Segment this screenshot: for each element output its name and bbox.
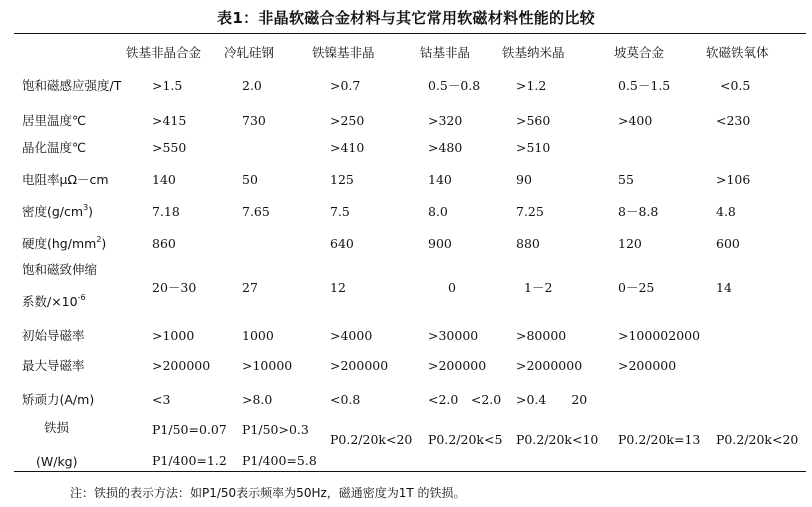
table-cell: >400 xyxy=(618,113,653,128)
table-cell: 2.0 xyxy=(242,78,262,93)
table-cell: >2000000 xyxy=(516,358,583,373)
table-cell: 7.25 xyxy=(516,204,544,219)
table-cell: 600 xyxy=(716,236,740,251)
row-label: 密度$(g/cm^3)$ xyxy=(22,203,94,219)
table-cell: P0.2/20k<20 xyxy=(330,432,413,447)
table-cell: 20－30 xyxy=(152,280,197,295)
table-cell: P1/50=0.07 xyxy=(152,422,227,437)
row-label: 最大导磁率 xyxy=(22,358,85,373)
table-title: 表1：非晶软磁合金材料与其它常用软磁材料性能的比较 xyxy=(217,9,595,27)
row-label: 晶化温度℃ xyxy=(22,140,87,155)
table-cell: 50 xyxy=(242,172,258,187)
table-cell: >1.5 xyxy=(152,78,183,93)
table-cell: 640 xyxy=(330,236,354,251)
table-cell: P1/50>0.3 xyxy=(242,422,309,437)
table-cell: 27 xyxy=(242,280,258,295)
row-label: 铁损 xyxy=(44,420,70,435)
table-cell: 1－2 xyxy=(524,280,553,295)
table-cell: 140 xyxy=(428,172,452,187)
column-header: 软磁铁氧体 xyxy=(706,45,769,60)
table-cell: 140 xyxy=(152,172,176,187)
table-cell: P0.2/20k<10 xyxy=(516,432,599,447)
table-cell: 900 xyxy=(428,236,452,251)
table-cell: 14 xyxy=(716,280,732,295)
row-label: 硬度$(hg/mm^2)$ xyxy=(22,235,107,251)
row-label: 初始导磁率 xyxy=(22,328,85,343)
column-header: 钴基非晶 xyxy=(420,45,471,60)
table-cell: 12 xyxy=(330,280,346,295)
top-rule xyxy=(14,33,806,34)
row-label: 居里温度℃ xyxy=(22,113,87,128)
table-cell: <0.8 xyxy=(330,392,361,407)
table-cell: 860 xyxy=(152,236,176,251)
table-cell: >410 xyxy=(330,140,365,155)
table-cell: >550 xyxy=(152,140,187,155)
table-cell: 4.8 xyxy=(716,204,736,219)
table-cell: >510 xyxy=(516,140,551,155)
column-header: 铁镍基非晶 xyxy=(312,45,375,60)
table-cell: 0.5－0.8 xyxy=(428,78,481,93)
row-label: 饱和磁感应强度/T xyxy=(22,78,122,93)
table-cell: >8.0 xyxy=(242,392,273,407)
table-cell: <2.0 <2.0 xyxy=(428,392,502,407)
column-header: 铁基非晶合金 xyxy=(126,45,202,60)
table-cell: >320 xyxy=(428,113,463,128)
table-cell: 7.65 xyxy=(242,204,270,219)
table-cell: <230 xyxy=(716,113,751,128)
table-cell: >0.4 20 xyxy=(516,392,588,407)
table-cell: <0.5 xyxy=(720,78,751,93)
table-cell: 7.5 xyxy=(330,204,350,219)
row-label: 矫顽力(A/m) xyxy=(22,392,95,407)
column-header: 冷轧硅钢 xyxy=(224,45,275,60)
table-cell: P0.2/20k=13 xyxy=(618,432,701,447)
table-cell: 90 xyxy=(516,172,532,187)
table-cell: >480 xyxy=(428,140,463,155)
column-header: 坡莫合金 xyxy=(614,45,665,60)
footnote: 注：铁损的表示方法：如P1/50表示频率为50Hz，磁通密度为1T 的铁损。 xyxy=(70,486,466,500)
table-cell: P1/400=5.8 xyxy=(242,453,317,468)
table-cell: P0.2/20k<5 xyxy=(428,432,503,447)
table-cell: 0－25 xyxy=(618,280,655,295)
table-cell: 120 xyxy=(618,236,642,251)
bottom-rule xyxy=(14,471,806,472)
table-cell: >560 xyxy=(516,113,551,128)
table-cell: <3 xyxy=(152,392,171,407)
table-cell: 0.5－1.5 xyxy=(618,78,671,93)
table-cell: >1.2 xyxy=(516,78,547,93)
table-cell: 0 xyxy=(448,280,456,295)
table-cell: 1000 xyxy=(242,328,274,343)
table-cell: >1000 xyxy=(152,328,195,343)
table-cell: >10000 xyxy=(242,358,293,373)
table-cell: 125 xyxy=(330,172,354,187)
table-cell: >30000 xyxy=(428,328,479,343)
table-cell: >200000 xyxy=(428,358,487,373)
table-cell: >80000 xyxy=(516,328,567,343)
table-cell: >200000 xyxy=(618,358,677,373)
table-cell: >100002000 xyxy=(618,328,701,343)
table-cell: >200000 xyxy=(330,358,389,373)
table-cell: P0.2/20k<20 xyxy=(716,432,799,447)
table-cell: >4000 xyxy=(330,328,373,343)
row-label: 电阻率μΩ－cm xyxy=(22,172,109,187)
table-cell: 7.18 xyxy=(152,204,180,219)
column-header: 铁基纳米晶 xyxy=(502,45,565,60)
row-label-line2: 系数$/\times 10^{-6}$ xyxy=(22,293,86,309)
table-cell: 880 xyxy=(516,236,540,251)
row-label-line2: (W/kg) xyxy=(36,454,78,469)
table-cell: >0.7 xyxy=(330,78,361,93)
row-label: 饱和磁致伸缩 xyxy=(22,262,98,277)
table-cell: 730 xyxy=(242,113,266,128)
table-cell: >200000 xyxy=(152,358,211,373)
table-cell: P1/400=1.2 xyxy=(152,453,227,468)
table-cell: 8－8.8 xyxy=(618,204,659,219)
table-cell: 8.0 xyxy=(428,204,448,219)
table-cell: >106 xyxy=(716,172,751,187)
table-cell: >415 xyxy=(152,113,187,128)
table-cell: >250 xyxy=(330,113,365,128)
table-cell: 55 xyxy=(618,172,634,187)
